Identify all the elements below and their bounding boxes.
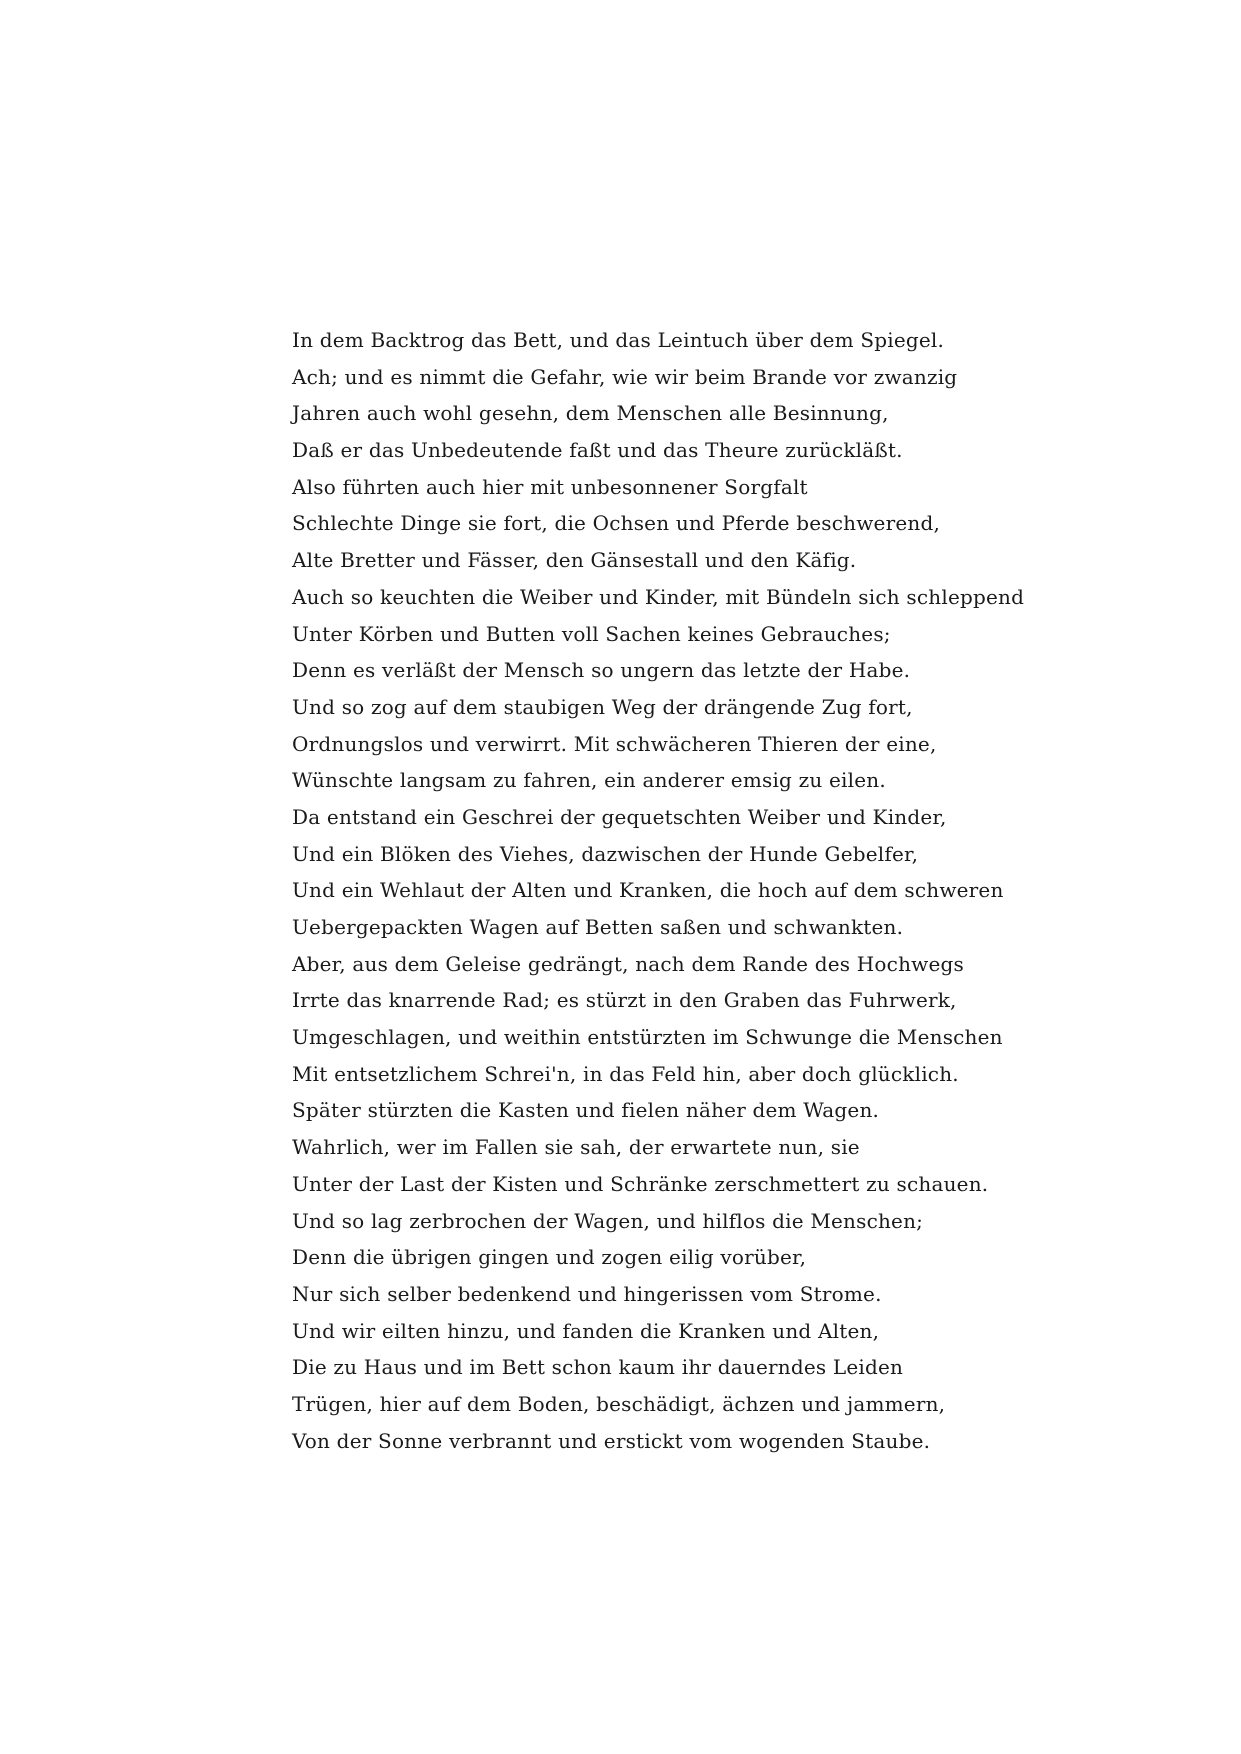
poem-line: In dem Backtrog das Bett, und das Leintuch über dem Spiegel. [292, 328, 945, 352]
poem-line: Ach; und es nimmt die Gefahr, wie wir beim Brande vor zwanzig [292, 364, 958, 389]
poem-line: Ordnungslos und verwirrt. Mit schwächeren Thieren der eine, [292, 731, 937, 756]
poem-line: Uebergepackten Wagen auf Betten saßen und schwankten. [292, 915, 904, 939]
poem-line: Irrte das knarrende Rad; es stürzt in den Graben das Fuhrwerk, [292, 988, 957, 1013]
poem-line: Später stürzten die Kasten und fielen näher dem Wagen. [292, 1098, 880, 1123]
poem-line: Alte Bretter und Fässer, den Gänsestall und den Käfig. [292, 548, 857, 573]
poem-line: Und so zog auf dem staubigen Weg der drängende Zug fort, [292, 694, 913, 719]
poem-line: Jahren auch wohl gesehn, dem Menschen alle Besinnung, [292, 401, 889, 426]
poem-line: Schlechte Dinge sie fort, die Ochsen und Pferde beschwerend, [292, 511, 941, 536]
poem-line: Die zu Haus und im Bett schon kaum ihr dauerndes Leiden [292, 1355, 904, 1380]
poem-line: Und ein Wehlaut der Alten und Kranken, die hoch auf dem schweren [292, 878, 1004, 903]
poem-line: Denn die übrigen gingen und zogen eilig vorüber, [292, 1245, 807, 1270]
poem-line: Also führten auch hier mit unbesonnener Sorgfalt [292, 474, 808, 499]
poem-line: Trügen, hier auf dem Boden, beschädigt, ächzen und jammern, [292, 1391, 946, 1416]
poem-line: Mit entsetzlichem Schrei'n, in das Feld hin, aber doch glücklich. [292, 1061, 959, 1086]
poem-line: Wünschte langsam zu fahren, ein anderer emsig zu eilen. [292, 768, 886, 793]
poem-line: Nur sich selber bedenkend und hingerissen vom Strome. [292, 1281, 882, 1306]
poem-line: Denn es verläßt der Mensch so ungern das letzte der Habe. [292, 658, 911, 683]
poem-line: Und wir eilten hinzu, und fanden die Kranken und Alten, [292, 1318, 880, 1343]
poem-text-block [292, 322, 1025, 1459]
poem-line: Daß er das Unbedeutende faßt und das Theure zurückläßt. [292, 438, 903, 463]
poem-line: Unter der Last der Kisten und Schränke zerschmettert zu schauen. [292, 1171, 989, 1196]
poem-line: Wahrlich, wer im Fallen sie sah, der erwartete nun, sie [292, 1135, 860, 1160]
poem-line: Und so lag zerbrochen der Wagen, und hilflos die Menschen; [292, 1208, 924, 1233]
poem-line: Umgeschlagen, und weithin entstürzten im Schwunge die Menschen [292, 1025, 1003, 1050]
poem-line: Aber, aus dem Geleise gedrängt, nach dem Rande des Hochwegs [292, 951, 964, 976]
poem-line: Da entstand ein Geschrei der gequetschten Weiber und Kinder, [292, 804, 947, 829]
poem-line: Und ein Blöken des Viehes, dazwischen der Hunde Gebelfer, [292, 841, 919, 866]
poem-line: Auch so keuchten die Weiber und Kinder, mit Bündeln sich schleppend [292, 584, 1025, 609]
poem-line: Unter Körben und Butten voll Sachen keines Gebrauches; [292, 621, 891, 646]
poem-line: Von der Sonne verbrannt und erstickt vom wogenden Staube. [292, 1428, 931, 1453]
